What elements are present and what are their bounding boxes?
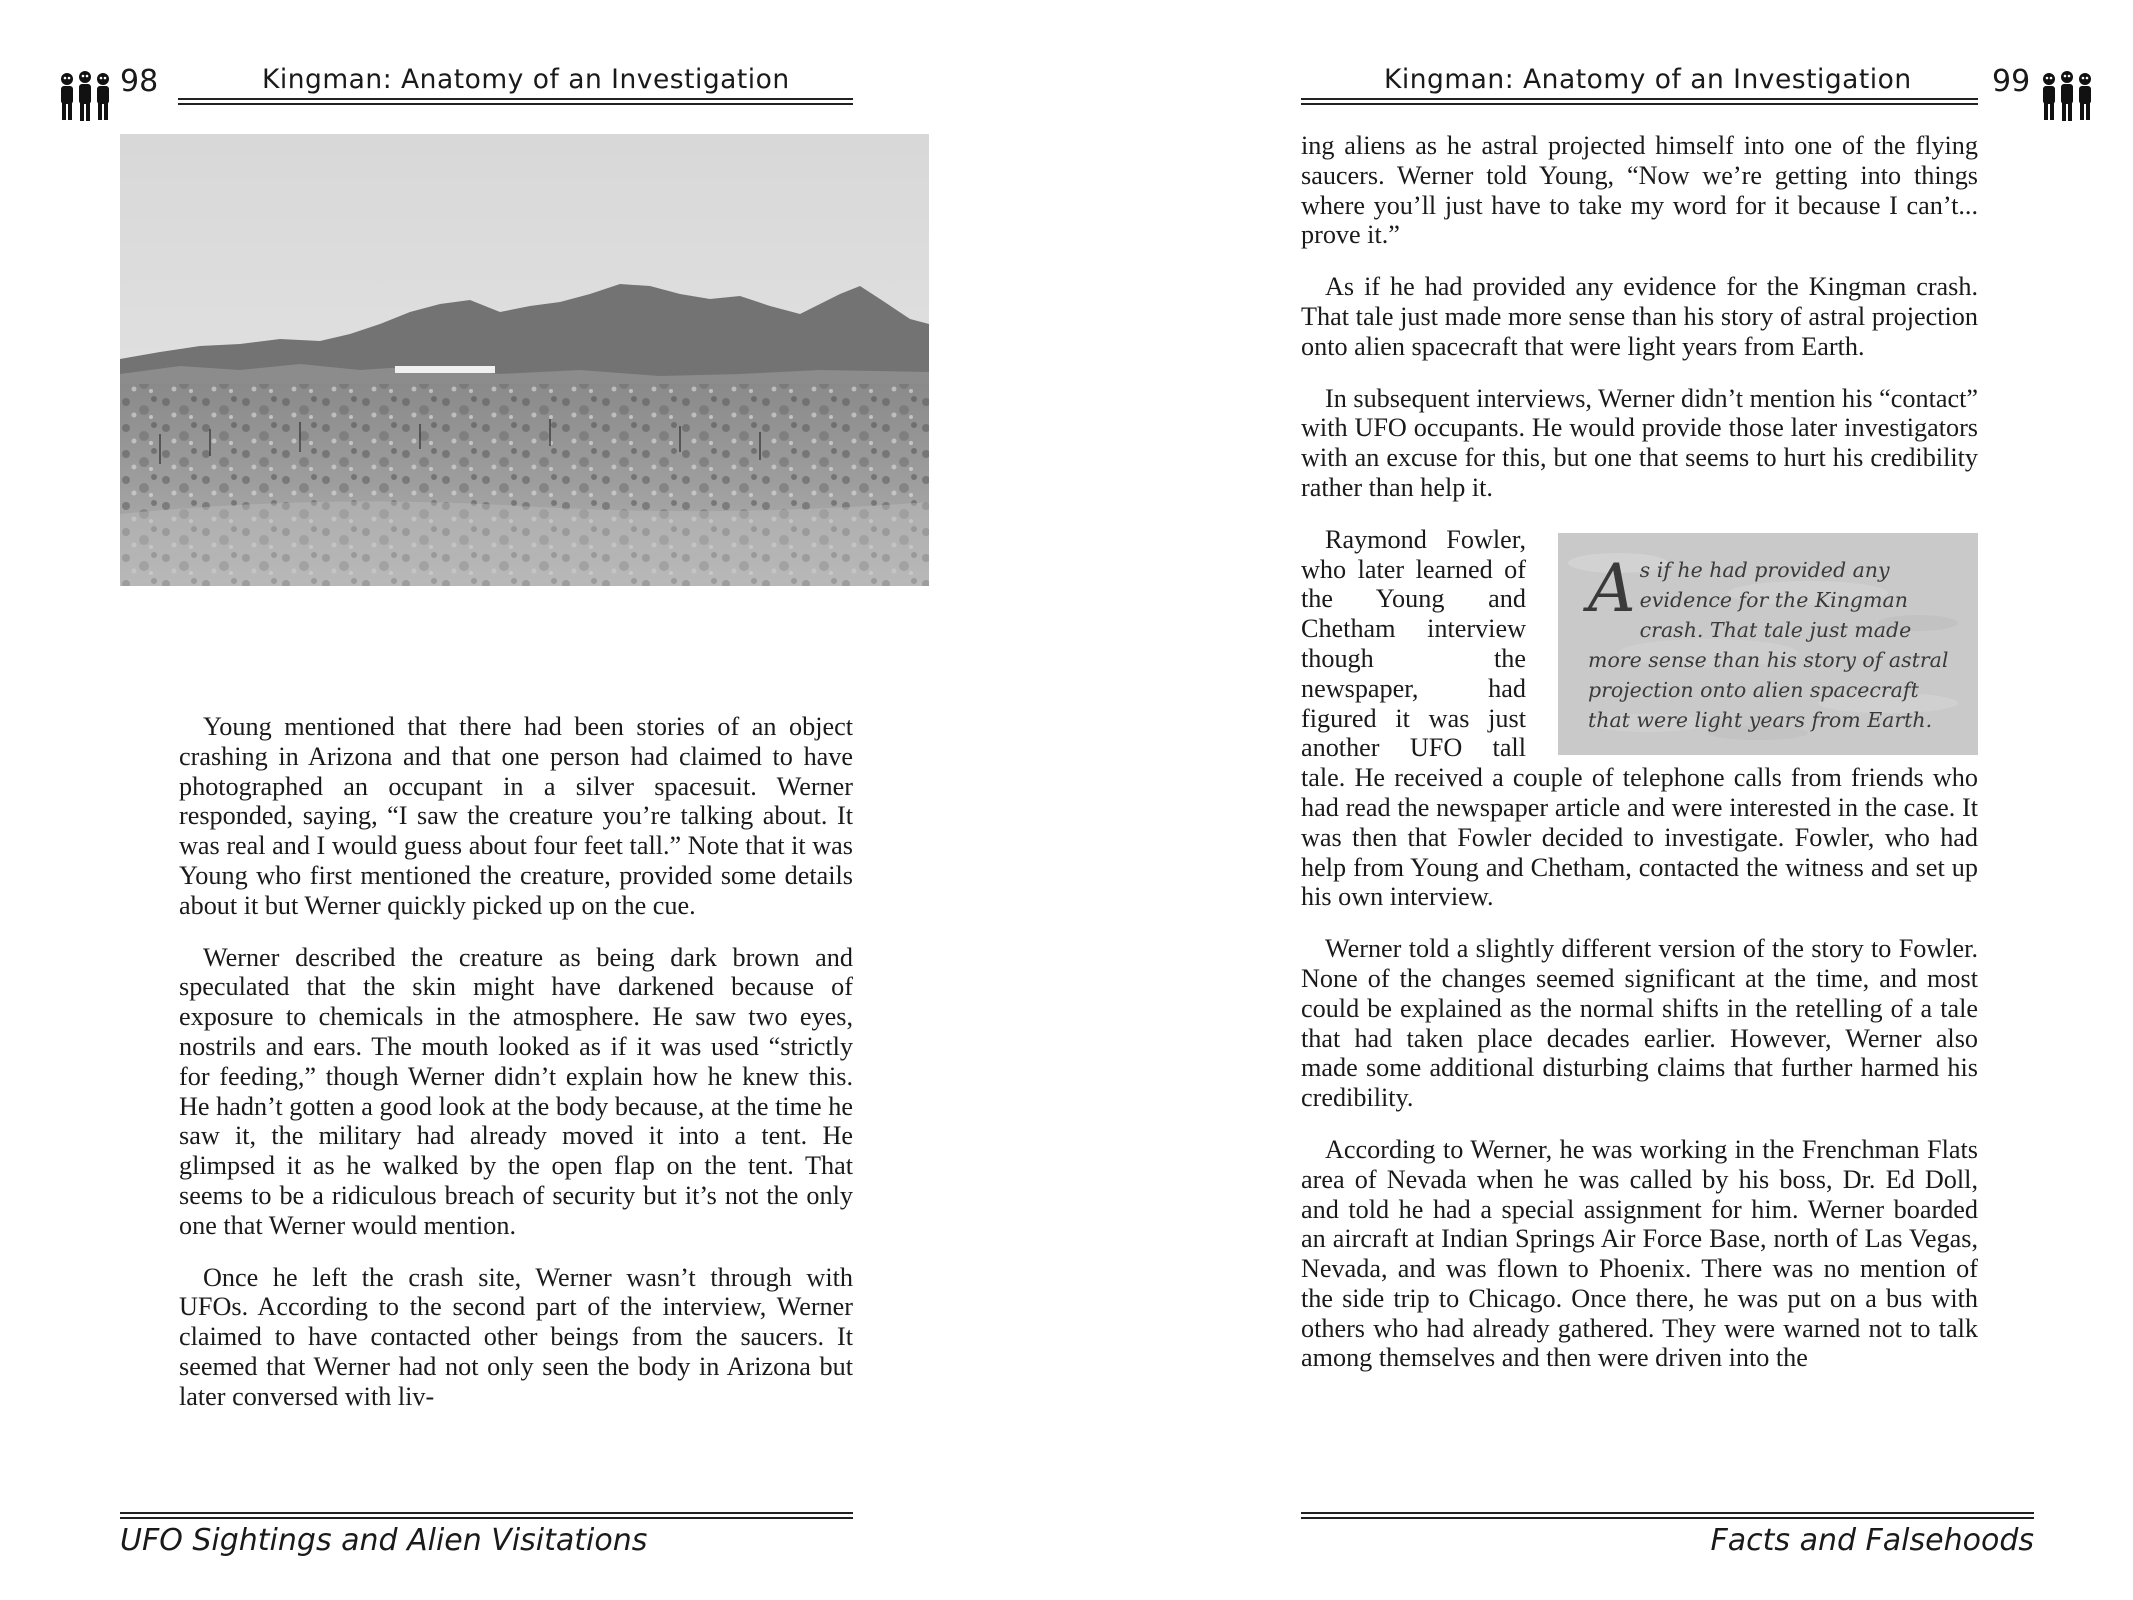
pull-quote-dropcap: A: [1588, 549, 1636, 627]
desert-landscape-photo: [120, 134, 929, 586]
right-paragraph-2: As if he had provided any evidence for the Kingman crash. That tale just made more sense than his story of astral projection onto alien spacecraft that were light years from Earth.: [1301, 272, 1978, 361]
left-paragraph-3: Once he left the crash site, Werner wasn’t through with UFOs. According to the second part of the interview, Werner claimed to have contacted other beings from the saucers. It seemed that Werner had not only seen the body in Arizona but later conversed with liv-: [179, 1262, 853, 1411]
running-title-left: Kingman: Anatomy of an Investigation: [262, 64, 790, 95]
right-paragraph-5: Werner told a slightly different version of the story to Fowler. None of the changes seemed significant at the time, and most could be explained as the normal shifts in the retelling of a tale that had taken place decades earlier. However, Werner also made some additional disturbing claims that further harmed his credibility.: [1301, 934, 1978, 1113]
page-number-right: 99: [1992, 64, 2031, 99]
right-paragraph-4: Raymond Fowler, who later learned of the Young and Chetham interview though the newspaper, had figured it was just another UFO tall tale. He received a couple of telephone calls from friends who had read the newspaper article and were interested in the case. It was then that Fowler decided to investigate. Fowler, who had help from Young and Chetham, contacted the witness and set up his own interview.: [1301, 524, 1978, 912]
running-title-right: Kingman: Anatomy of an Investigation: [1384, 64, 1912, 95]
header-rule-right: [1301, 98, 1978, 100]
footer-title-left: UFO Sightings and Alien Visitations: [120, 1523, 648, 1558]
right-page-body: [1301, 131, 1978, 1395]
page-number-left: 98: [120, 64, 159, 99]
pull-quote-text: s if he had provided any evidence for the Kingman crash. That tale just made more sense than his story of astral projection onto alien spacecraft that were light years from Earth.: [1588, 557, 1949, 732]
left-paragraph-2: Werner described the creature as being dark brown and speculated that the skin might have darkened because of exposure to chemicals in the atmosphere. He saw two eyes, nostrils and ears. The mouth looked as if it was used “strictly for feeding,” though Werner didn’t explain how he knew this. He hadn’t gotten a good look at the body because, at the time he saw it, the military had already moved it into a tent. He glimpsed it as he walked by the open flap on the tent. That seems to be a ridiculous breach of security but it’s not the only one that Werner would mention.: [179, 942, 853, 1240]
right-paragraph-3: In subsequent interviews, Werner didn’t mention his “contact” with UFO occupants. He would provide those later investigators with an excuse for this, but one that seems to hurt his credibility rather than help it.: [1301, 383, 1978, 502]
three-figures-icon: [58, 70, 112, 122]
left-page-body: [179, 712, 853, 1434]
header-rule-left: [178, 98, 853, 100]
footer-title-right: Facts and Falsehoods: [1710, 1523, 2034, 1558]
three-figures-icon: [2040, 70, 2094, 122]
footer-rule-right: [1301, 1512, 2034, 1514]
left-paragraph-1: Young mentioned that there had been stories of an object crashing in Arizona and that one person had claimed to have photographed an occupant in a silver spacesuit. Werner responded, saying, “I saw the creature you’re talking about. It was real and I would guess about four feet tall.” Note that it was Young who first mentioned the creature, provided some details about it but Werner quickly picked up on the cue.: [179, 712, 853, 920]
right-paragraph-6: According to Werner, he was working in the Frenchman Flats area of Nevada when he was called by his boss, Dr. Ed Doll, and told he had a special assignment for him. Werner boarded an aircraft at Indian Springs Air Force Base, north of Las Vegas, Nevada, and was flown to Phoenix. There was no mention of the side trip to Chicago. Once there, he was put on a bus with others who had already gathered. They were warned not to talk among themselves and then were driven into the: [1301, 1134, 1978, 1373]
right-paragraph-1: ing aliens as he astral projected himself into one of the flying saucers. Werner told Young, “Now we’re getting into things where you’ll just have to take my word for it because I can’t... prove it.”: [1301, 131, 1978, 250]
pull-quote-box: [1558, 533, 1978, 755]
footer-rule-left: [120, 1512, 853, 1514]
